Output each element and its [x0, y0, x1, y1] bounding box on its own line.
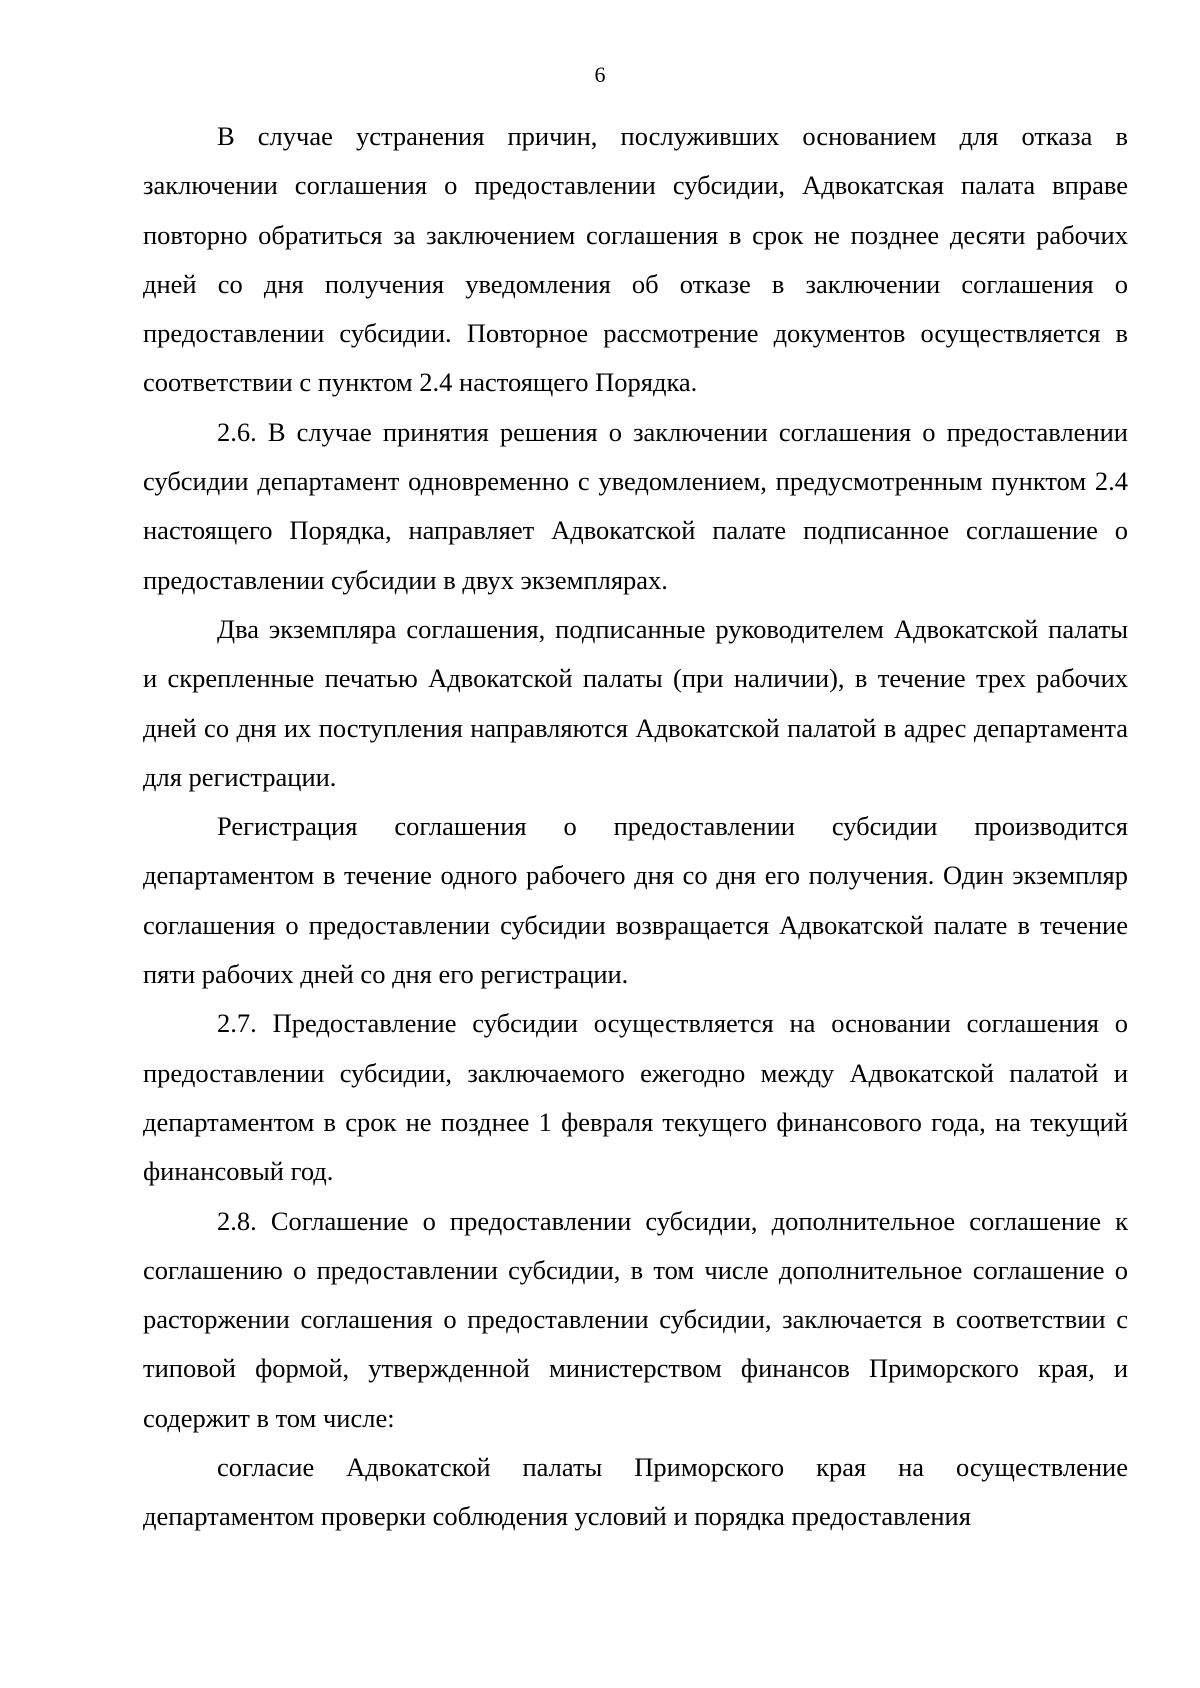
- paragraph-registration: Регистрация соглашения о предоставлении субсидии производится департаментом в течение одного рабочего дня со дня его получения. Один экземпляр соглашения о предоставлении субсидии возвращается Адвокатской палате в течение пяти рабочих дней со дня его регистрации.: [143, 811, 1128, 990]
- paragraph-two-copies: Два экземпляра соглашения, подписанные руководителем Адвокатской палаты и скрепленные печатью Адвокатской палаты (при наличии), в течение трех рабочих дней со дня их поступления направляются Адвокатской палатой в адрес департамента для регистрации.: [143, 613, 1128, 792]
- page-number: 6: [594, 62, 606, 87]
- paragraph-consent: согласие Адвокатской палаты Приморского края на осуществление департаментом проверки соблюдения условий и порядка предоставления: [143, 1452, 1128, 1532]
- paragraph-refusal-reapplication: В случае устранения причин, послуживших основанием для отказа в заключении соглашения о предоставлении субсидии, Адвокатская палата вправе повторно обратиться за заключением соглашения в срок не позднее десяти рабочих дней со дня получения уведомления об отказе в заключении соглашения о предоставлении субсидии. Повторное рассмотрение документов осуществляется в соответствии с пунктом 2.4 настоящего Порядка.: [143, 121, 1128, 398]
- paragraph-2-7: 2.7. Предоставление субсидии осуществляется на основании соглашения о предоставлении субсидии, заключаемого ежегодно между Адвокатской палатой и департаментом в срок не позднее 1 февраля текущего финансового года, на текущий финансовый год.: [143, 1008, 1128, 1187]
- document-body: [143, 112, 1128, 1542]
- paragraph-2-8: 2.8. Соглашение о предоставлении субсидии, дополнительное соглашение к соглашению о предоставлении субсидии, в том числе дополнительное соглашение о расторжении соглашения о предоставлении субсидии, заключается в соответствии с типовой формой, утвержденной министерством финансов Приморского края, и содержит в том числе:: [143, 1205, 1128, 1433]
- paragraph-2-6: 2.6. В случае принятия решения о заключении соглашения о предоставлении субсидии департамент одновременно с уведомлением, предусмотренным пунктом 2.4 настоящего Порядка, направляет Адвокатской палате подписанное соглашение о предоставлении субсидии в двух экземплярах.: [143, 416, 1128, 595]
